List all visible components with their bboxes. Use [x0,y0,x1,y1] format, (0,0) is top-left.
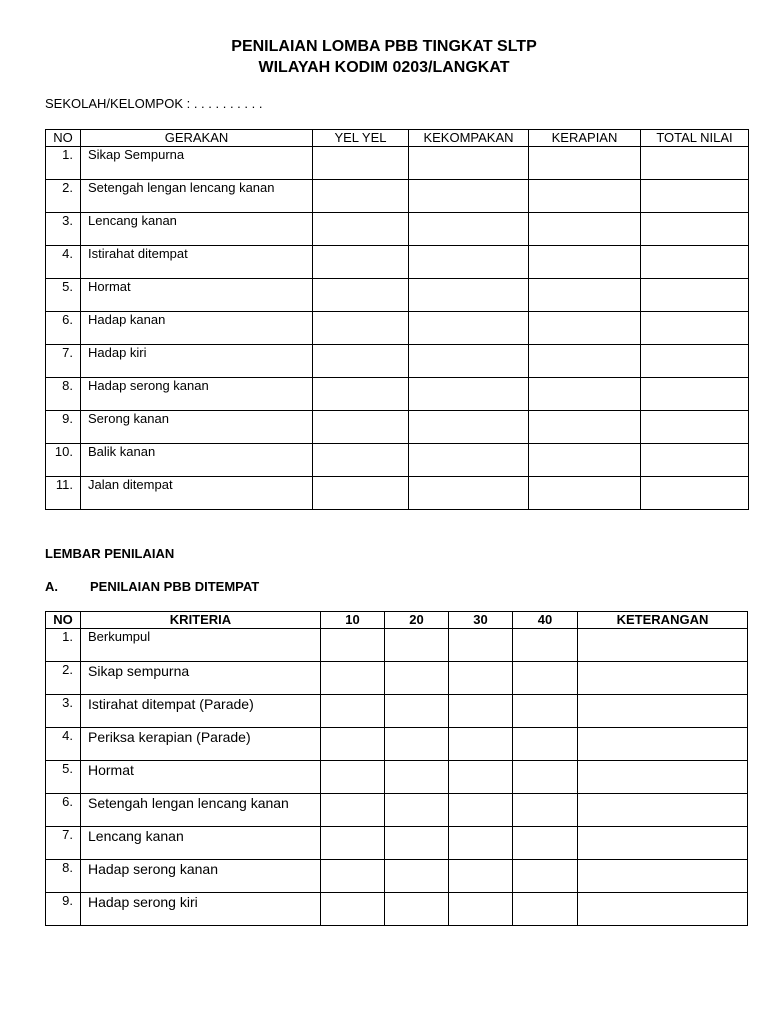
score-40-cell[interactable] [513,893,578,926]
kerapian-score-cell[interactable] [529,246,641,279]
kerapian-score-cell[interactable] [529,378,641,411]
column-header-kekompakan: KEKOMPAKAN [409,130,529,147]
row-number: 10. [46,444,81,477]
table-row [46,411,749,444]
yel-yel-score-cell[interactable] [313,147,409,180]
score-40-cell[interactable] [513,827,578,860]
table-row [46,728,748,761]
criteria-name: Berkumpul [81,629,321,662]
score-20-cell[interactable] [385,893,449,926]
section-subtitle: PENILAIAN PBB DITEMPAT [90,579,260,594]
column-header-kriteria: KRITERIA [81,612,321,629]
total-nilai-cell[interactable] [641,213,749,246]
row-number: 9. [46,893,81,926]
keterangan-cell[interactable] [578,761,748,794]
kekompakan-score-cell[interactable] [409,279,529,312]
document-title: PENILAIAN LOMBA PBB TINGKAT SLTP [231,38,537,55]
kekompakan-score-cell[interactable] [409,378,529,411]
score-10-cell[interactable] [321,728,385,761]
kerapian-score-cell[interactable] [529,279,641,312]
score-40-cell[interactable] [513,761,578,794]
movement-name: Hadap kiri [81,345,313,378]
criteria-name: Sikap sempurna [81,662,321,695]
kekompakan-score-cell[interactable] [409,444,529,477]
score-30-cell[interactable] [449,662,513,695]
total-nilai-cell[interactable] [641,180,749,213]
table-row [46,794,748,827]
kerapian-score-cell[interactable] [529,147,641,180]
criteria-name: Periksa kerapian (Parade) [81,728,321,761]
kerapian-score-cell[interactable] [529,312,641,345]
total-nilai-cell[interactable] [641,246,749,279]
score-30-cell[interactable] [449,827,513,860]
table-row [46,893,748,926]
kerapian-score-cell[interactable] [529,180,641,213]
criteria-name: Lencang kanan [81,827,321,860]
row-number: 7. [46,345,81,378]
section-letter: A. [45,579,58,594]
criteria-name: Hadap serong kiri [81,893,321,926]
table-row [46,147,749,180]
score-20-cell[interactable] [385,860,449,893]
movement-name: Balik kanan [81,444,313,477]
row-number: 5. [46,279,81,312]
column-header-yel-yel: YEL YEL [313,130,409,147]
kekompakan-score-cell[interactable] [409,213,529,246]
yel-yel-score-cell[interactable] [313,444,409,477]
document-subtitle: WILAYAH KODIM 0203/LANGKAT [258,59,510,76]
table-row [46,662,748,695]
score-40-cell[interactable] [513,860,578,893]
table-header-row [46,130,749,147]
criteria-score-table [45,611,748,926]
kekompakan-score-cell[interactable] [409,411,529,444]
score-40-cell[interactable] [513,629,578,662]
yel-yel-score-cell[interactable] [313,378,409,411]
table-row [46,477,749,510]
yel-yel-score-cell[interactable] [313,279,409,312]
column-header-kerapian: KERAPIAN [529,130,641,147]
row-number: 6. [46,312,81,345]
table-row [46,213,749,246]
score-30-cell[interactable] [449,695,513,728]
score-10-cell[interactable] [321,629,385,662]
table-row [46,180,749,213]
column-header-keterangan: KETERANGAN [578,612,748,629]
table-row [46,345,749,378]
total-nilai-cell[interactable] [641,411,749,444]
column-header-total-nilai: TOTAL NILAI [641,130,749,147]
yel-yel-score-cell[interactable] [313,477,409,510]
yel-yel-score-cell[interactable] [313,312,409,345]
row-number: 5. [46,761,81,794]
column-header-20: 20 [385,612,449,629]
score-20-cell[interactable] [385,761,449,794]
score-10-cell[interactable] [321,662,385,695]
kekompakan-score-cell[interactable] [409,246,529,279]
score-10-cell[interactable] [321,761,385,794]
score-30-cell[interactable] [449,860,513,893]
score-40-cell[interactable] [513,728,578,761]
kerapian-score-cell[interactable] [529,345,641,378]
movement-name: Serong kanan [81,411,313,444]
score-10-cell[interactable] [321,827,385,860]
column-header-40: 40 [513,612,578,629]
kekompakan-score-cell[interactable] [409,147,529,180]
kekompakan-score-cell[interactable] [409,312,529,345]
row-number: 7. [46,827,81,860]
table-row [46,378,749,411]
movement-name: Lencang kanan [81,213,313,246]
total-nilai-cell[interactable] [641,345,749,378]
column-header-gerakan: GERAKAN [81,130,313,147]
table-row [46,860,748,893]
score-30-cell[interactable] [449,761,513,794]
row-number: 2. [46,180,81,213]
row-number: 11. [46,477,81,510]
keterangan-cell[interactable] [578,695,748,728]
criteria-name: Setengah lengan lencang kanan [81,794,321,827]
row-number: 4. [46,246,81,279]
score-40-cell[interactable] [513,794,578,827]
table-row [46,695,748,728]
total-nilai-cell[interactable] [641,147,749,180]
movement-name: Setengah lengan lencang kanan [81,180,313,213]
movement-name: Jalan ditempat [81,477,313,510]
kekompakan-score-cell[interactable] [409,477,529,510]
keterangan-cell[interactable] [578,860,748,893]
movement-score-table [45,129,749,510]
yel-yel-score-cell[interactable] [313,246,409,279]
yel-yel-score-cell[interactable] [313,345,409,378]
table-row [46,629,748,662]
movement-name: Istirahat ditempat [81,246,313,279]
movement-name: Hadap kanan [81,312,313,345]
score-20-cell[interactable] [385,695,449,728]
score-20-cell[interactable] [385,827,449,860]
kekompakan-score-cell[interactable] [409,345,529,378]
score-40-cell[interactable] [513,695,578,728]
score-30-cell[interactable] [449,794,513,827]
kerapian-score-cell[interactable] [529,411,641,444]
total-nilai-cell[interactable] [641,444,749,477]
total-nilai-cell[interactable] [641,279,749,312]
table-row [46,246,749,279]
score-20-cell[interactable] [385,728,449,761]
kerapian-score-cell[interactable] [529,213,641,246]
table-row [46,444,749,477]
yel-yel-score-cell[interactable] [313,180,409,213]
row-number: 4. [46,728,81,761]
score-30-cell[interactable] [449,728,513,761]
movement-name: Hormat [81,279,313,312]
yel-yel-score-cell[interactable] [313,411,409,444]
total-nilai-cell[interactable] [641,312,749,345]
score-10-cell[interactable] [321,695,385,728]
school-label: SEKOLAH/KELOMPOK : . . . . . . . . . . [45,96,263,111]
movement-name: Sikap Sempurna [81,147,313,180]
score-10-cell[interactable] [321,860,385,893]
row-number: 2. [46,662,81,695]
keterangan-cell[interactable] [578,662,748,695]
column-header-no: NO [46,130,81,147]
column-header-10: 10 [321,612,385,629]
total-nilai-cell[interactable] [641,378,749,411]
score-10-cell[interactable] [321,893,385,926]
score-20-cell[interactable] [385,794,449,827]
yel-yel-score-cell[interactable] [313,213,409,246]
table-row [46,279,749,312]
movement-name: Hadap serong kanan [81,378,313,411]
row-number: 9. [46,411,81,444]
row-number: 1. [46,629,81,662]
row-number: 8. [46,378,81,411]
row-number: 3. [46,213,81,246]
section-heading: LEMBAR PENILAIAN [45,546,175,561]
criteria-name: Hormat [81,761,321,794]
kekompakan-score-cell[interactable] [409,180,529,213]
row-number: 1. [46,147,81,180]
kerapian-score-cell[interactable] [529,444,641,477]
table-row [46,827,748,860]
criteria-name: Istirahat ditempat (Parade) [81,695,321,728]
total-nilai-cell[interactable] [641,477,749,510]
table-header-row [46,612,748,629]
criteria-name: Hadap serong kanan [81,860,321,893]
column-header-30: 30 [449,612,513,629]
kerapian-score-cell[interactable] [529,477,641,510]
keterangan-cell[interactable] [578,827,748,860]
keterangan-cell[interactable] [578,629,748,662]
column-header-no: NO [46,612,81,629]
score-20-cell[interactable] [385,629,449,662]
score-20-cell[interactable] [385,662,449,695]
table-row [46,761,748,794]
keterangan-cell[interactable] [578,893,748,926]
keterangan-cell[interactable] [578,728,748,761]
score-30-cell[interactable] [449,893,513,926]
row-number: 6. [46,794,81,827]
table-row [46,312,749,345]
score-30-cell[interactable] [449,629,513,662]
score-10-cell[interactable] [321,794,385,827]
row-number: 3. [46,695,81,728]
score-40-cell[interactable] [513,662,578,695]
keterangan-cell[interactable] [578,794,748,827]
row-number: 8. [46,860,81,893]
